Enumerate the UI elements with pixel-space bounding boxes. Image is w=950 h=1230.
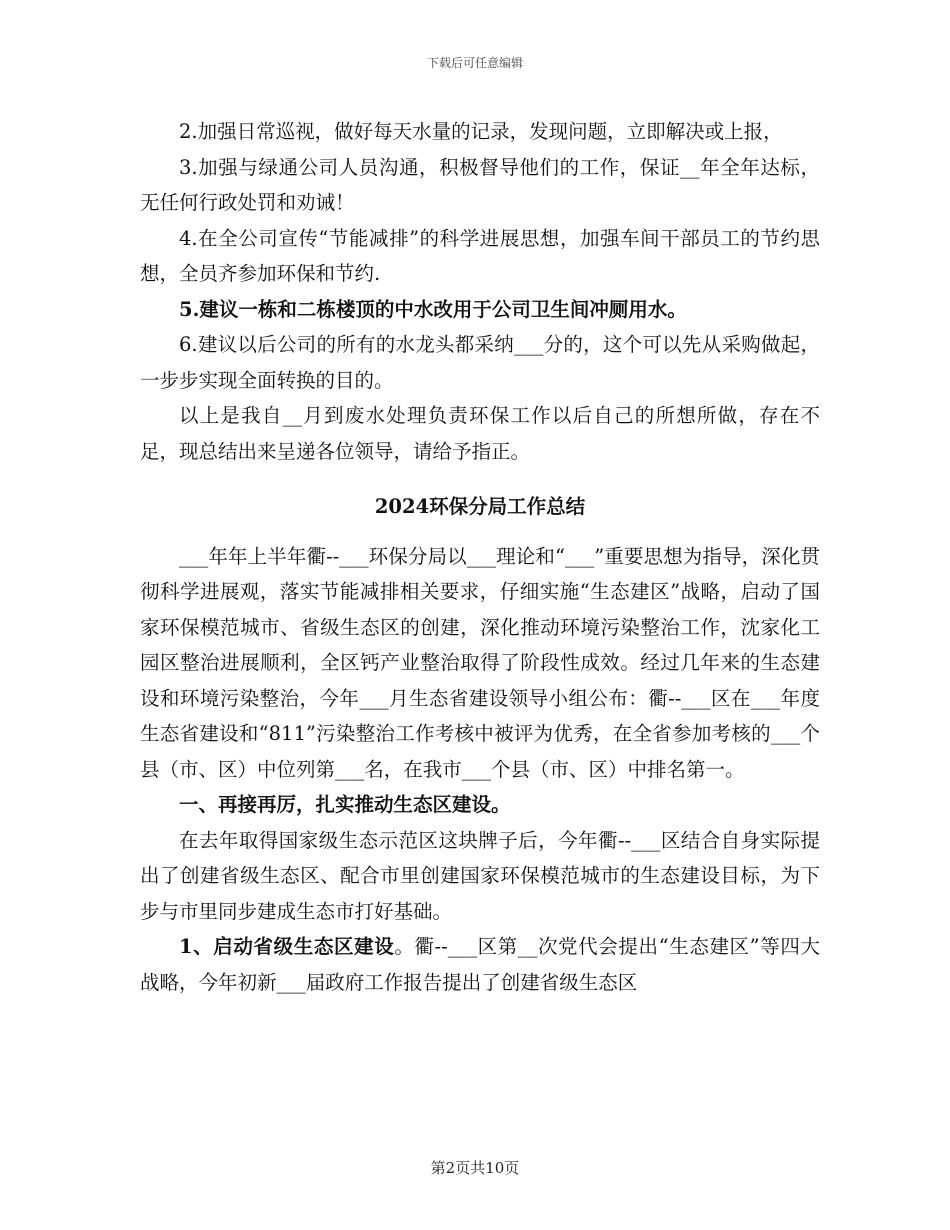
section-heading-1: 一、再接再厉，扎实推动生态区建设。 — [179, 793, 511, 816]
paragraph-item-5: 5.建议一栋和二栋楼顶的中水改用于公司卫生间冲厕用水。 — [179, 297, 687, 321]
section-item-1-title: 1、启动省级生态区建设 — [179, 935, 395, 958]
paragraph-item-4: 4.在全公司宣传“节能减排”的科学进展思想，加强车间干部员工的节约思想，全员齐参加环保和节约. — [140, 226, 820, 285]
section-item-1 — [140, 929, 820, 1000]
paragraph-closing: 以上是我自__月到废水处理负责环保工作以后自己的所想所做，存在不足，现总结出来呈递各位领导，请给予指正。 — [140, 404, 820, 463]
section-paragraph-1: 在去年取得国家级生态示范区这块牌子后，今年衢--___区结合自身实际提出了创建省级生态区、配合市里创建国家环保模范城市的生态建设目标，为下步与市里同步建成生态市打好基础。 — [140, 828, 820, 923]
paragraph-item-6: 6.建议以后公司的所有的水龙头都采纳___分的，这个可以先从采购做起，一步步实现全面转换的目的。 — [140, 333, 820, 392]
document-body — [140, 114, 820, 1000]
paragraph-item-3: 3.加强与绿通公司人员沟通，积极督导他们的工作，保证__年全年达标，无任何行政处罚和劝诫！ — [140, 155, 820, 214]
section-item-1-text: 。衢--___区第__次党代会提出“生态建区”等四大战略，今年初新___届政府工作报告提出了创建省级生态区 — [140, 935, 820, 994]
section-intro: ___年年上半年衢--___环保分局以___理论和“___”重要思想为指导，深化贯彻科学进展观，落实节能减排相关要求，仔细实施“生态建区”战略，启动了国家环保模范城市、省级生态区的创建，深化推动环境污染整治工作，沈家化工园区整治进展顺利，全区钙产业整治取得了阶段性成效。经过几年来的生态建设和环境污染整治，今年___月生态省建设领导小组公布：衢--___区在___年度生态省建设和“811”污染整治工作考核中被评为优秀，在全省参加考核的___个县（市、区）中位列第___名，在我市___个县（市、区）中排名第一。 — [140, 544, 820, 781]
page-header-note: 下载后可任意编辑 — [426, 56, 523, 70]
page-number: 第2页共10页 — [430, 1159, 520, 1177]
section-title: 2024环保分局工作总结 — [374, 495, 586, 518]
paragraph-item-2: 2.加强日常巡视，做好每天水量的记录，发现问题，立即解决或上报， — [179, 120, 783, 143]
